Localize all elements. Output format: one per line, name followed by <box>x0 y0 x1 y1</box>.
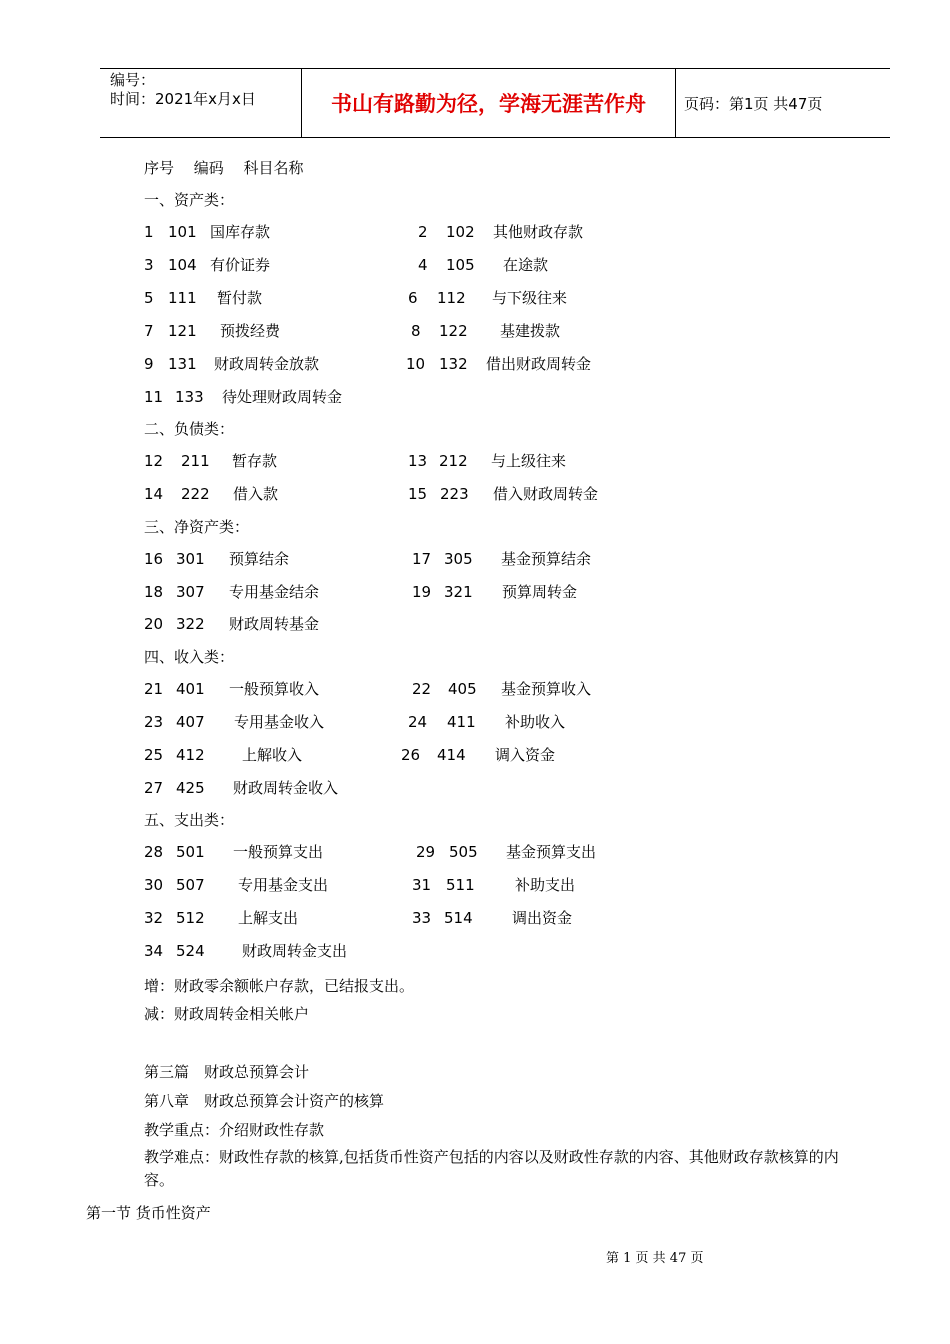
item-number: 28 <box>144 843 164 861</box>
item-code: 321 <box>444 583 473 601</box>
page-footer: 第 1 页 共 47 页 <box>606 1251 704 1266</box>
item-code: 223 <box>440 485 469 503</box>
item-code: 514 <box>444 909 473 927</box>
item-number: 2 <box>418 223 428 241</box>
item-code: 425 <box>176 779 205 797</box>
category-net-assets: 三、净资产类： <box>144 518 250 536</box>
item-name: 暂存款 <box>232 452 278 470</box>
item-number: 20 <box>144 615 164 633</box>
time-label: 时间：2021年x月x日 <box>110 90 256 108</box>
item-number: 12 <box>144 452 164 470</box>
item-name: 调出资金 <box>512 909 573 927</box>
item-number: 6 <box>408 289 418 307</box>
page-header <box>100 68 890 138</box>
item-name: 上解收入 <box>242 746 303 764</box>
item-code: 407 <box>176 713 205 731</box>
item-number: 33 <box>412 909 432 927</box>
item-name: 财政周转金支出 <box>242 942 348 960</box>
item-code: 111 <box>168 289 197 307</box>
item-number: 15 <box>408 485 428 503</box>
key-point: 教学重点：介绍财政性存款 <box>144 1121 325 1139</box>
item-code: 131 <box>168 355 197 373</box>
motto: 书山有路勤为径，学海无涯苦作舟 <box>331 91 646 116</box>
item-code: 212 <box>439 452 468 470</box>
item-code: 132 <box>439 355 468 373</box>
item-number: 19 <box>412 583 432 601</box>
item-name: 有价证券 <box>210 256 271 274</box>
table-header: 序号 编码 科目名称 <box>144 159 304 177</box>
category-liabilities: 二、负债类： <box>144 420 235 438</box>
item-name: 借入款 <box>233 485 279 503</box>
item-name: 国库存款 <box>210 223 271 241</box>
item-name: 补助支出 <box>515 876 576 894</box>
item-name: 与上级往来 <box>491 452 567 470</box>
item-code: 133 <box>175 388 204 406</box>
item-code: 122 <box>439 322 468 340</box>
difficulty-paragraph: 教学难点：财政性存款的核算,包括货币性资产包括的内容以及财政性存款的内容、其他财政存款核算的内容。 <box>144 1148 839 1189</box>
item-code: 505 <box>449 843 478 861</box>
item-name: 基建拨款 <box>500 322 561 340</box>
part-title: 第三篇 财政总预算会计 <box>144 1063 310 1081</box>
item-name: 财政周转金放款 <box>214 355 320 373</box>
item-number: 11 <box>144 388 164 406</box>
item-number: 34 <box>144 942 164 960</box>
item-number: 3 <box>144 256 154 274</box>
item-code: 105 <box>446 256 475 274</box>
item-code: 401 <box>176 680 205 698</box>
item-name: 专用基金收入 <box>234 713 325 731</box>
chapter-title: 第八章 财政总预算会计资产的核算 <box>144 1092 385 1110</box>
item-code: 412 <box>176 746 205 764</box>
item-name: 预算周转金 <box>502 583 578 601</box>
note-increase: 增：财政零余额帐户存款，已结报支出。 <box>144 977 415 995</box>
item-number: 26 <box>401 746 421 764</box>
item-code: 102 <box>446 223 475 241</box>
item-name: 与下级往来 <box>492 289 568 307</box>
item-number: 17 <box>412 550 432 568</box>
category-assets: 一、资产类： <box>144 191 235 209</box>
item-name: 财政周转基金 <box>229 615 320 633</box>
item-code: 411 <box>447 713 476 731</box>
item-code: 112 <box>437 289 466 307</box>
item-name: 暂付款 <box>217 289 263 307</box>
item-code: 511 <box>446 876 475 894</box>
subsection-title: 第一节 货币性资产 <box>86 1204 211 1222</box>
item-number: 22 <box>412 680 432 698</box>
item-number: 23 <box>144 713 164 731</box>
item-name: 基金预算收入 <box>501 680 592 698</box>
category-expense: 五、支出类： <box>144 811 235 829</box>
item-code: 307 <box>176 583 205 601</box>
item-name: 调入资金 <box>495 746 556 764</box>
item-number: 24 <box>408 713 428 731</box>
item-code: 512 <box>176 909 205 927</box>
item-number: 4 <box>418 256 428 274</box>
item-number: 9 <box>144 355 154 373</box>
item-name: 待处理财政周转金 <box>222 388 343 406</box>
item-number: 21 <box>144 680 164 698</box>
item-name: 补助收入 <box>505 713 566 731</box>
item-name: 预算结余 <box>229 550 290 568</box>
item-name: 基金预算结余 <box>501 550 592 568</box>
item-code: 104 <box>168 256 197 274</box>
item-code: 101 <box>168 223 197 241</box>
item-code: 524 <box>176 942 205 960</box>
item-code: 222 <box>181 485 210 503</box>
item-number: 18 <box>144 583 164 601</box>
header-meta <box>110 71 256 109</box>
item-number: 25 <box>144 746 164 764</box>
item-number: 32 <box>144 909 164 927</box>
item-name: 上解支出 <box>238 909 299 927</box>
item-number: 1 <box>144 223 154 241</box>
header-divider-right <box>675 69 676 137</box>
item-name: 一般预算支出 <box>233 843 324 861</box>
item-number: 8 <box>411 322 421 340</box>
page-info: 页码：第1页 共47页 <box>684 95 823 113</box>
item-name: 借出财政周转金 <box>486 355 592 373</box>
item-code: 211 <box>181 452 210 470</box>
item-number: 13 <box>408 452 428 470</box>
item-name: 预拨经费 <box>220 322 281 340</box>
item-number: 31 <box>412 876 432 894</box>
item-number: 14 <box>144 485 164 503</box>
note-decrease: 减：财政周转金相关帐户 <box>144 1005 310 1023</box>
item-name: 基金预算支出 <box>506 843 597 861</box>
item-name: 一般预算收入 <box>229 680 320 698</box>
item-number: 7 <box>144 322 154 340</box>
item-code: 305 <box>444 550 473 568</box>
item-name: 在途款 <box>503 256 549 274</box>
item-number: 29 <box>416 843 436 861</box>
item-code: 301 <box>176 550 205 568</box>
item-name: 其他财政存款 <box>493 223 584 241</box>
item-number: 5 <box>144 289 154 307</box>
item-name: 专用基金支出 <box>238 876 329 894</box>
code-label: 编号： <box>110 71 156 89</box>
item-code: 322 <box>176 615 205 633</box>
item-name: 专用基金结余 <box>229 583 320 601</box>
item-number: 16 <box>144 550 164 568</box>
item-number: 30 <box>144 876 164 894</box>
item-name: 财政周转金收入 <box>233 779 339 797</box>
item-code: 405 <box>448 680 477 698</box>
item-code: 121 <box>168 322 197 340</box>
item-number: 27 <box>144 779 164 797</box>
category-income: 四、收入类： <box>144 648 235 666</box>
item-code: 414 <box>437 746 466 764</box>
item-code: 501 <box>176 843 205 861</box>
item-number: 10 <box>406 355 426 373</box>
item-code: 507 <box>176 876 205 894</box>
item-name: 借入财政周转金 <box>493 485 599 503</box>
